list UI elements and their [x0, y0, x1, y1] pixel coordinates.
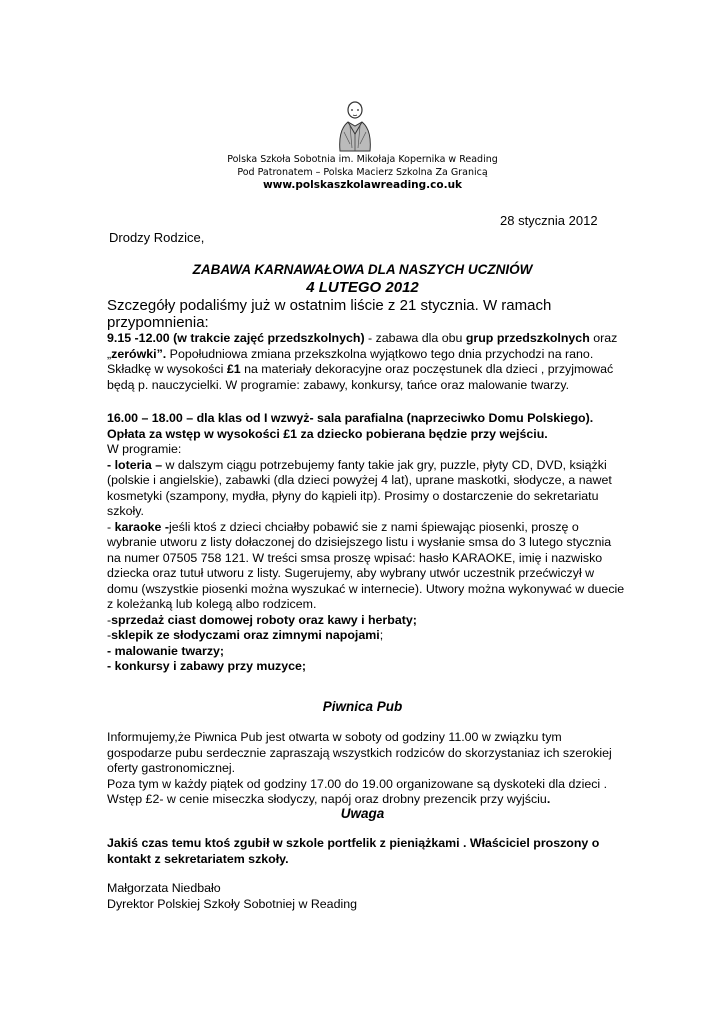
- cakes-prefix: -: [107, 612, 112, 627]
- karaoke-label: karaoke -: [114, 519, 169, 534]
- loteria-text: w dalszym ciągu potrzebujemy fanty takie jak gry, puzzle, płyty CD, DVD, książki (polskie i angielskie), zabawki (dla dzieci powyżej 4 lat), uprane maskotki, słodycze, a nawet kosmetyki (szampony, mydła, płyny do kąpieli itp). Prosimy o dostarczenie do sekretariatu szkoły.: [107, 457, 612, 518]
- preschool-text: - zabawa dla obu: [364, 331, 466, 345]
- preschool-section: [107, 331, 627, 393]
- notice-section: [107, 836, 627, 867]
- signature-role: Dyrektor Polskiej Szkoły Sobotniej w Reading: [107, 896, 357, 911]
- contests-item: - konkursy i zabawy przy muzyce;: [107, 659, 307, 673]
- preschool-time: 9.15 -12.00 (w trakcie zajęć przedszkolnych): [107, 331, 365, 345]
- loteria-label: - loteria –: [107, 457, 163, 472]
- preschool-text: Popołudniowa zmiana przekszkolna wyjątkowo tego dnia przychodzi na rano. Składkę w wysokości: [107, 346, 594, 376]
- greeting: Drodzy Rodzice,: [109, 230, 205, 245]
- preschool-groups: grup przedszkolnych: [465, 331, 590, 345]
- signature-block: [107, 881, 627, 912]
- shop-prefix: -: [107, 628, 112, 642]
- intro-paragraph: Szczegóły podaliśmy już w ostatnim liście z 21 stycznia. W ramach przypomnienia:: [107, 297, 552, 331]
- event-date: 4 LUTEGO 2012: [306, 279, 419, 296]
- notice-heading: Uwaga: [340, 806, 385, 821]
- notice-text: Jakiś czas temu ktoś zgubił w szkole portfelik z pieniążkami . Właściciel proszony o kontakt z sekretariatem szkoły.: [107, 836, 600, 866]
- karaoke-prefix: -: [107, 519, 115, 534]
- pub-heading: Piwnica Pub: [322, 699, 403, 714]
- event-title: ZABAWA KARNAWAŁOWA DLA NASZYCH UCZNIÓW: [192, 262, 533, 277]
- program-label: W programie:: [107, 442, 182, 456]
- signature-name: Małgorzata Niedbało: [107, 881, 221, 895]
- pub-paragraph-end: .: [546, 792, 551, 806]
- shop-suffix: ;: [379, 628, 384, 642]
- older-section: [107, 411, 627, 675]
- preschool-text: na materiały dekoracyjne oraz poczęstunek dla dzieci , przyjmować będą p. nauczycielki. W programie: zabawy, konkursy, tańce oraz malowanie twarzy.: [107, 362, 614, 392]
- preschool-fee: £1: [226, 362, 241, 376]
- pub-paragraph-2: Poza tym w każdy piątek od godziny 17.00 do 19.00 organizowane są dyskoteki dla dzieci . Wstęp £2- w cenie miseczka słodyczy, napój oraz drobny prezencik przy wyjściu: [107, 776, 608, 806]
- preschool-zerowki: zerówki”.: [111, 346, 167, 361]
- pub-section: [107, 730, 627, 808]
- karaoke-text: jeśli ktoś z dzieci chciałby pobawić sie z nami śpiewając piosenki, proszę o wybranie utworu z listy dołaczonej do dzisiejszego listu i wysłanie smsa do 3 lutego stycznia na numer 07505 758 121. W treści smsa proszę wpisać: hasło KARAOKE, imię i nazwisko dziecka oraz tutuł utworu z listy. Sugerujemy, aby wybrany utwór uczestnik przećwiczył w domu (wszystkie piosenki można wyszukać w internecie). Utwory można wykonywać w duecie z koleżanką lub kolegą albo rodzicem.: [107, 519, 625, 611]
- preschool-text: oraz „: [107, 331, 618, 361]
- cakes-item: sprzedaż ciast domowej roboty oraz kawy i herbaty;: [111, 612, 417, 627]
- school-name: Polska Szkoła Sobotnia im. Mikołaja Kopernika w Reading: [227, 154, 498, 165]
- older-fee: Opłata za wstęp w wysokości £1 za dziecko pobierana będzie przy wejściu.: [107, 426, 548, 441]
- portrait-logo-icon: [330, 96, 380, 152]
- patron-line: Pod Patronatem – Polska Macierz Szkolna Za Granicą: [237, 167, 488, 178]
- letter-date: 28 stycznia 2012: [500, 213, 598, 228]
- older-time: 16.00 – 18.00 – dla klas od I wzwyż- sala parafialna (naprzeciwko Domu Polskiego).: [107, 411, 594, 425]
- website-link[interactable]: www.polskaszkolawreading.co.uk: [262, 179, 463, 191]
- face-paint-item: - malowanie twarzy;: [107, 643, 225, 658]
- shop-item: sklepik ze słodyczami oraz zimnymi napojami: [111, 628, 380, 642]
- pub-paragraph-1: Informujemy,że Piwnica Pub jest otwarta w soboty od godziny 11.00 w związku tym gospodarze pubu serdecznie zapraszają wszystkich rodziców do skorzystaniaz ich szerokiej oferty gastronomicznej.: [107, 730, 612, 775]
